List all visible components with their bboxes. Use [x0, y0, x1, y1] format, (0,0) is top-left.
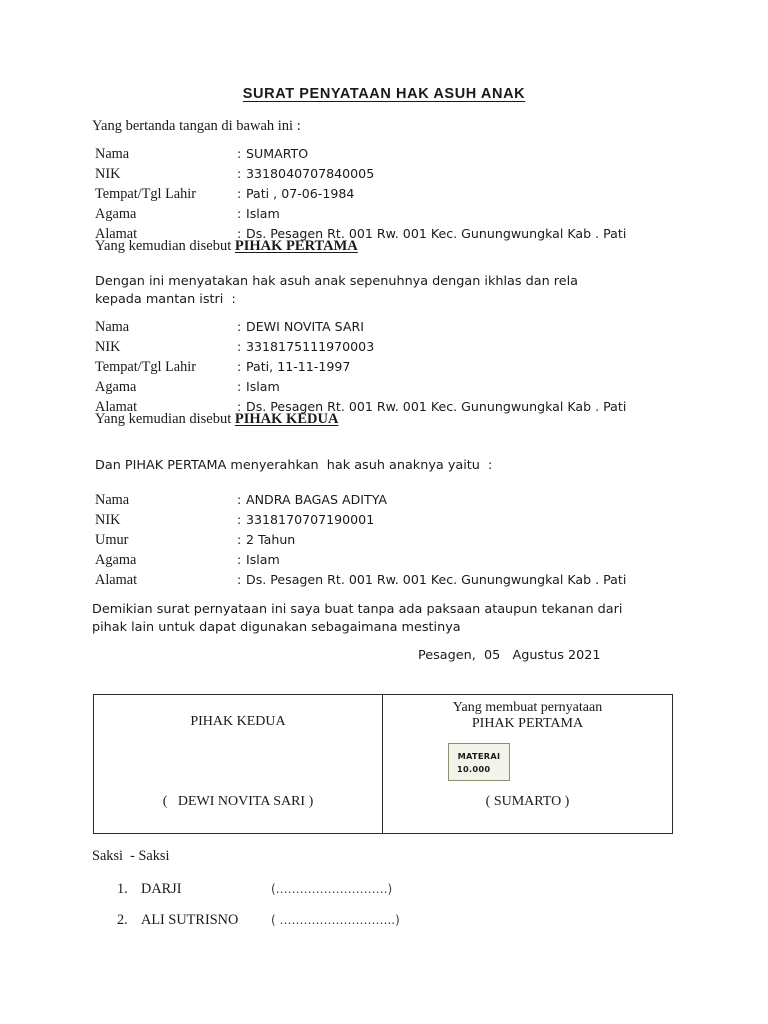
witness-row [117, 912, 400, 929]
field-value: : 3318040707840005 [237, 166, 375, 181]
field-label: Alamat [95, 226, 138, 242]
second-party-identity-block [95, 317, 685, 417]
witness-name: ALI SUTRISNO [141, 912, 239, 928]
closing-line-2: pihak lain untuk dapat digunakan sebagaimana mestinya [92, 620, 461, 635]
identity-row [95, 184, 685, 204]
statement-line-2: kepada mantan istri : [95, 292, 236, 307]
field-label: Alamat [95, 399, 138, 415]
field-value: : Ds. Pesagen Rt. 001 Rw. 001 Kec. Gunungwungkal Kab . Pati [237, 226, 627, 241]
field-label: Nama [95, 319, 130, 335]
witness-signature-placeholder: (……………………….) [271, 882, 393, 896]
field-label: Alamat [95, 572, 138, 588]
identity-row [95, 204, 685, 224]
page-title: SURAT PENYATAAN HAK ASUH ANAK [242, 86, 526, 102]
child-intro-line: Dan PIHAK PERTAMA menyerahkan hak asuh anaknya yaitu : [95, 458, 493, 473]
witness-number: 1. [117, 881, 128, 897]
second-party-term: PIHAK KEDUA [234, 411, 339, 427]
signature-cell-second-party [94, 695, 383, 833]
identity-row [95, 570, 685, 590]
caption-prefix: Yang kemudian disebut [95, 238, 235, 254]
materai-stamp [448, 743, 510, 781]
statement-line-1: Dengan ini menyatakan hak asuh anak sepenuhnya dengan ikhlas dan rela [95, 274, 579, 289]
field-value: : Islam [237, 552, 280, 567]
identity-row [95, 164, 685, 184]
declaration-heading: Yang membuat pernyataan [452, 700, 603, 715]
identity-row [95, 337, 685, 357]
caption-prefix: Yang kemudian disebut [95, 411, 235, 427]
field-label: Agama [95, 379, 137, 395]
child-identity-block [95, 490, 685, 590]
second-party-caption [95, 410, 338, 429]
witness-signature-placeholder: ( ………………………..) [271, 913, 400, 927]
identity-row [95, 357, 685, 377]
first-party-caption [95, 237, 358, 256]
field-label: NIK [95, 339, 121, 355]
identity-row [95, 377, 685, 397]
field-value: : Pati, 11-11-1997 [237, 359, 351, 374]
field-value: : 3318170707190001 [237, 512, 375, 527]
field-value: : Ds. Pesagen Rt. 001 Rw. 001 Kec. Gunungwungkal Kab . Pati [237, 399, 627, 414]
closing-line-1: Demikian surat pernyataan ini saya buat tanpa ada paksaan ataupun tekanan dari [92, 602, 623, 617]
field-value: : Islam [237, 206, 280, 221]
identity-row [95, 530, 685, 550]
first-party-signature-name: ( SUMARTO ) [485, 794, 570, 809]
place-and-date: Pesagen, 05 Agustus 2021 [418, 648, 601, 663]
signature-table [93, 694, 673, 834]
witness-number: 2. [117, 912, 128, 928]
first-party-identity-block [95, 144, 685, 244]
identity-row [95, 490, 685, 510]
materai-amount: 10.000 [457, 764, 491, 774]
materai-label: MATERAI [457, 751, 501, 761]
field-label: Umur [95, 532, 129, 548]
witnesses-title: Saksi - Saksi [92, 848, 170, 864]
second-party-heading: PIHAK KEDUA [190, 714, 286, 729]
field-label: Agama [95, 206, 137, 222]
field-label: NIK [95, 512, 121, 528]
field-label: Nama [95, 492, 130, 508]
field-label: Tempat/Tgl Lahir [95, 186, 197, 202]
witness-name: DARJI [141, 881, 182, 897]
identity-row [95, 317, 685, 337]
identity-row [95, 144, 685, 164]
field-value: : Pati , 07-06-1984 [237, 186, 355, 201]
first-party-term: PIHAK PERTAMA [234, 238, 358, 254]
field-label: Tempat/Tgl Lahir [95, 359, 197, 375]
field-value: : SUMARTO [237, 146, 309, 161]
opening-line: Yang bertanda tangan di bawah ini : [92, 118, 301, 134]
field-value: : 2 Tahun [237, 532, 296, 547]
field-label: Agama [95, 552, 137, 568]
signature-cell-first-party [383, 695, 672, 833]
field-label: Nama [95, 146, 130, 162]
identity-row [95, 510, 685, 530]
first-party-heading: PIHAK PERTAMA [471, 716, 584, 731]
field-value: : ANDRA BAGAS ADITYA [237, 492, 388, 507]
identity-row [95, 550, 685, 570]
field-label: NIK [95, 166, 121, 182]
field-value: : Islam [237, 379, 280, 394]
second-party-signature-name: ( DEWI NOVITA SARI ) [162, 794, 314, 809]
field-value: : DEWI NOVITA SARI [237, 319, 364, 334]
field-value: : 3318175111970003 [237, 339, 375, 354]
field-value: : Ds. Pesagen Rt. 001 Rw. 001 Kec. Gunungwungkal Kab . Pati [237, 572, 627, 587]
witness-row [117, 881, 392, 898]
